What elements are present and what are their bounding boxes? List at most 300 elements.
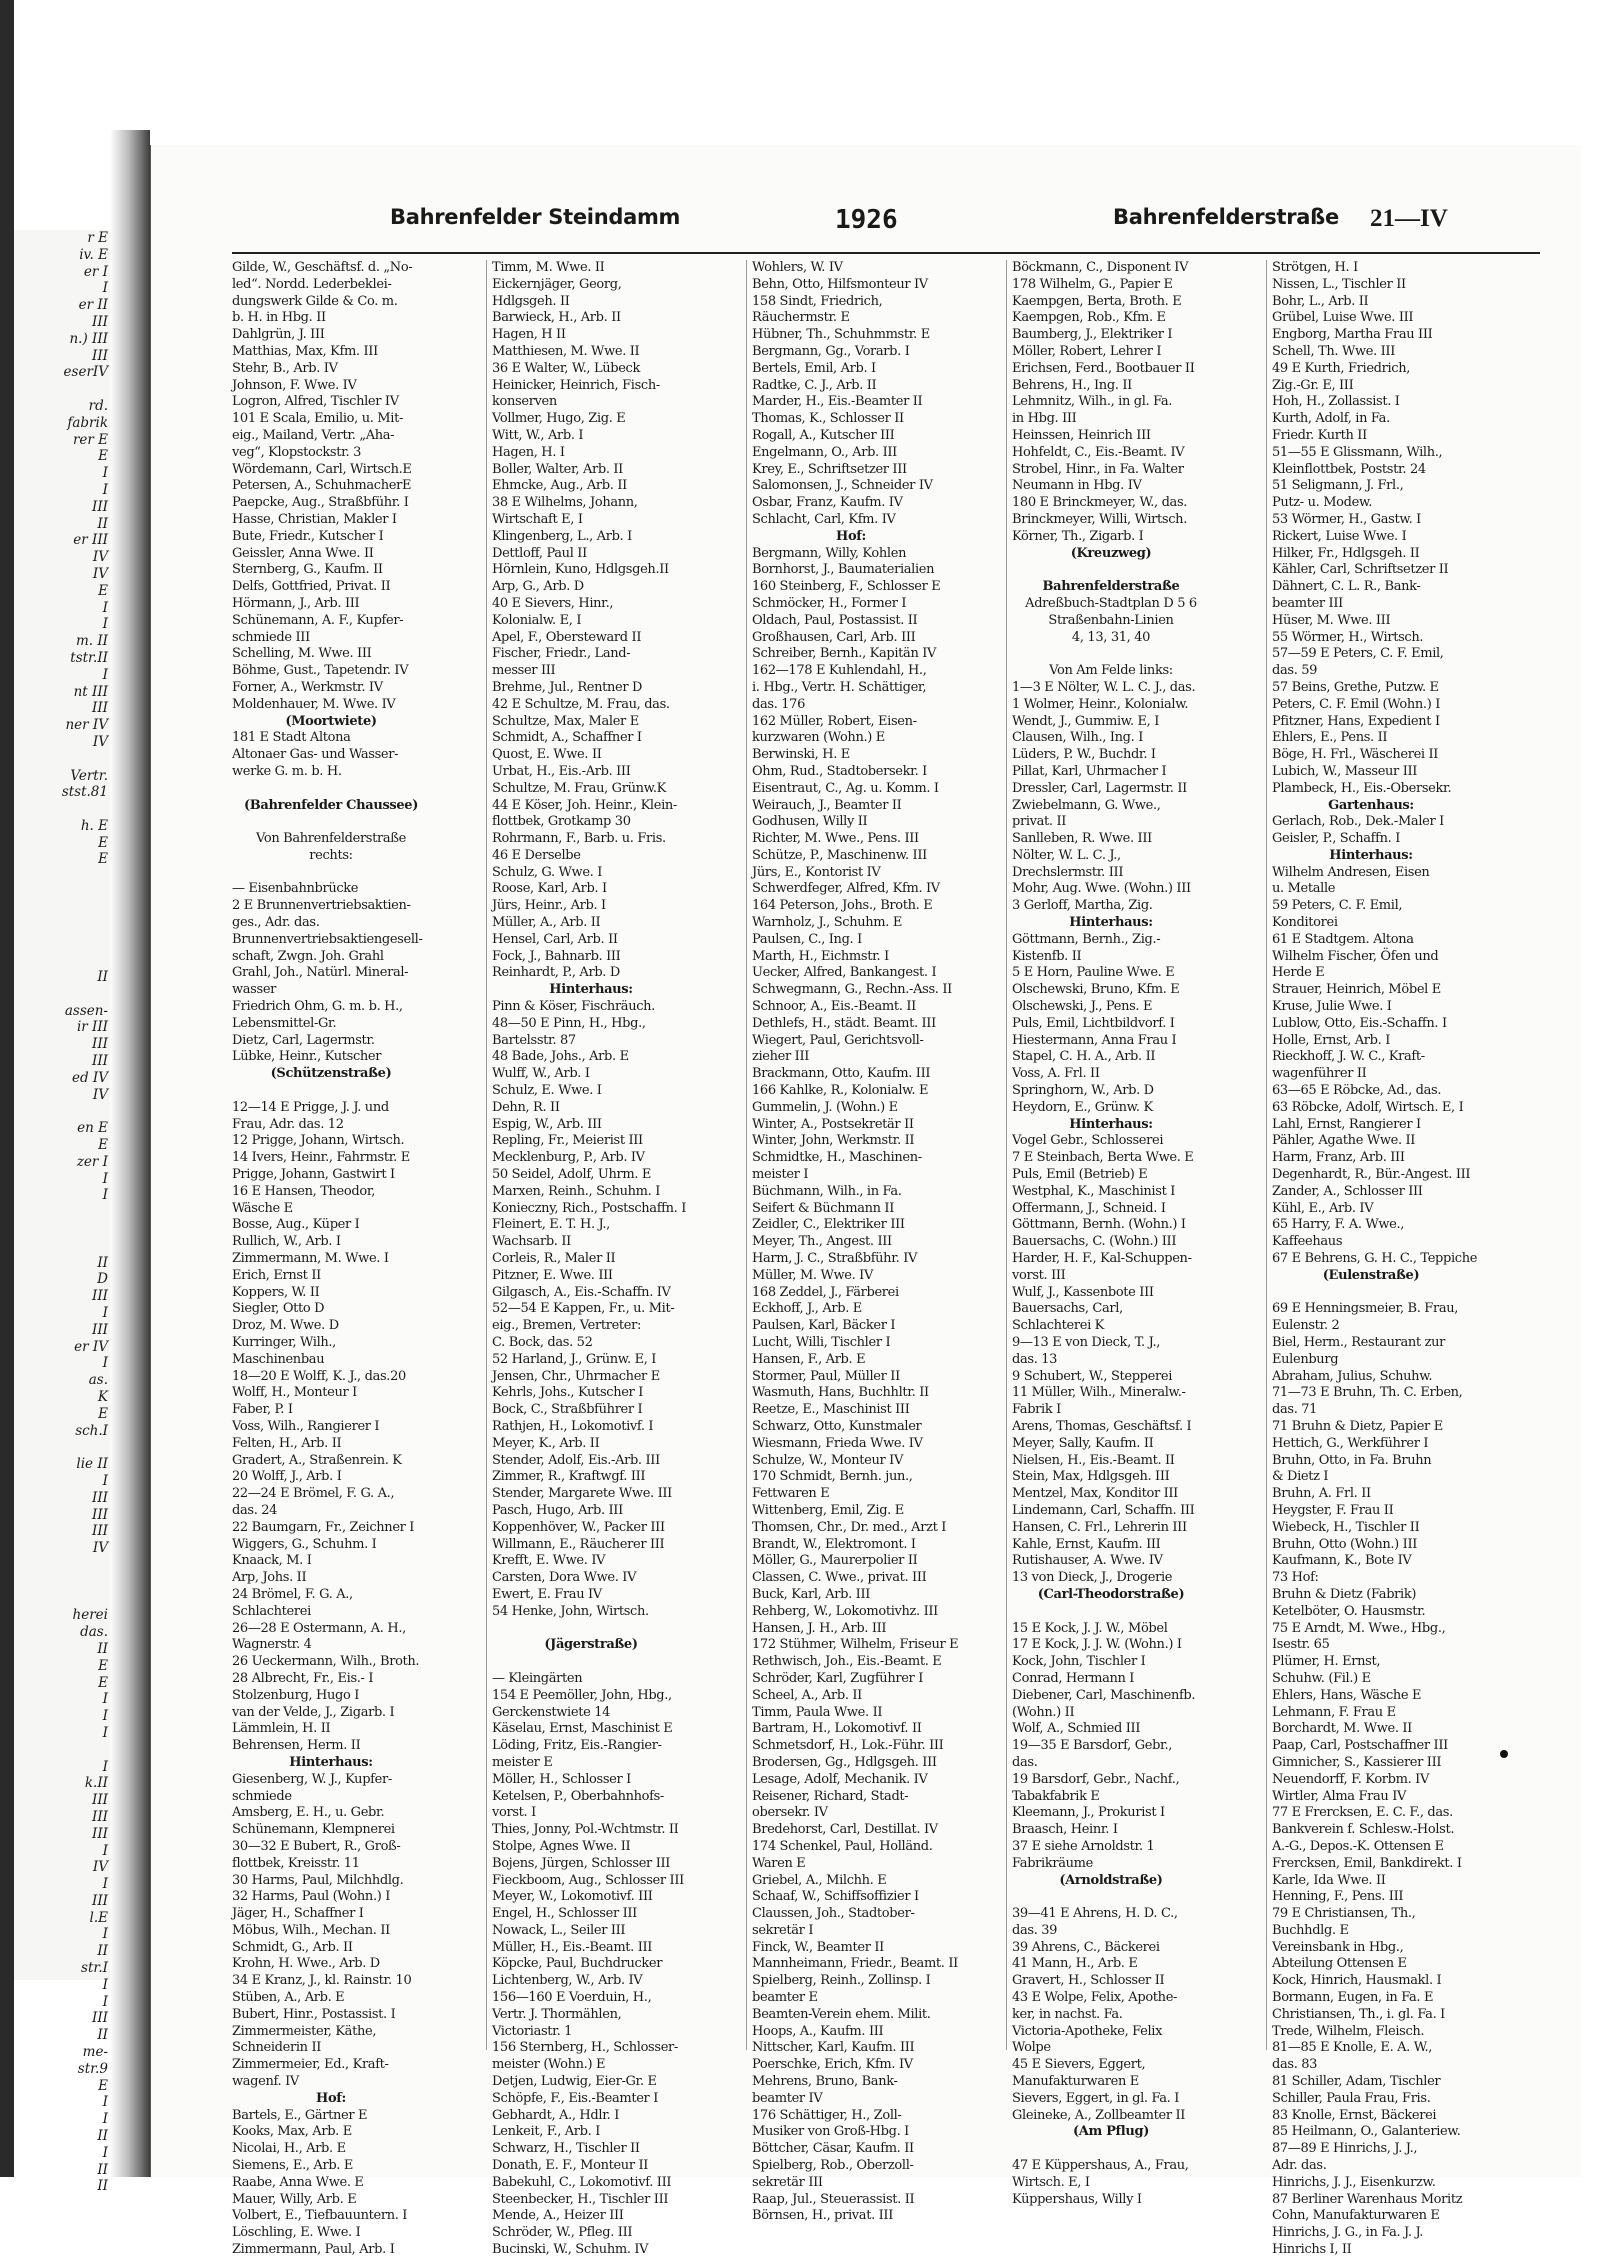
directory-entry: Wirtsch. E, I	[1012, 2174, 1090, 2190]
directory-entry: Kock, Hinrich, Hausmakl. I	[1272, 1973, 1442, 1989]
directory-entry: Nittscher, Karl, Kaufm. III	[752, 2040, 915, 2056]
directory-entry: Oldach, Paul, Postassist. II	[752, 612, 918, 628]
directory-entry: 51 Seligmann, J. Frl.,	[1272, 478, 1404, 494]
directory-entry: Bankverein f. Schlesw.-Holst.	[1272, 1822, 1455, 1838]
margin-fragment: k.II	[84, 1775, 108, 1792]
margin-fragment	[14, 1221, 110, 1238]
margin-fragment: E	[98, 1137, 108, 1154]
directory-entry: Zimmer, R., Kraftwgf. III	[492, 1469, 646, 1485]
column-1	[232, 260, 430, 2258]
directory-entry: 24 Brömel, F. G. A.,	[232, 1586, 353, 1602]
directory-entry: Mecklenburg, P., Arb. IV	[492, 1150, 645, 1166]
directory-entry: Kähler, Carl, Schriftsetzer II	[1272, 562, 1449, 578]
directory-entry: 181 E Stadt Altona	[232, 730, 351, 746]
directory-entry: privat. II	[1012, 814, 1067, 830]
directory-entry: Meyer, K., Arb. II	[492, 1435, 600, 1451]
directory-entry: Borchardt, M. Wwe. II	[1272, 1721, 1412, 1737]
directory-entry: Fieckboom, Aug., Schlosser III	[492, 1872, 684, 1888]
directory-entry: Wohlers, W. IV	[752, 260, 843, 275]
directory-entry: Schwarz, H., Tischler II	[492, 2141, 640, 2157]
directory-entry: eig., Bremen, Vertreter:	[492, 1318, 642, 1334]
margin-fragment: eserIV	[63, 364, 108, 381]
directory-entry: Wolf, A., Schmied III	[1012, 1721, 1141, 1737]
directory-entry: Lübke, Heinr., Kutscher	[232, 1049, 382, 1065]
directory-entry: flottbek, Grotkamp 30	[492, 814, 631, 830]
section-heading: Hinterhaus:	[289, 1754, 373, 1770]
directory-entry: Logron, Alfred, Tischler IV	[232, 394, 399, 410]
section-heading: (Am Pflug)	[1072, 2124, 1150, 2140]
directory-entry: Schmidt, G., Arb. II	[232, 1939, 353, 1955]
directory-entry: Ohm, Rud., Stadtobersekr. I	[752, 763, 927, 779]
directory-entry: Kühl, E., Arb. IV	[1272, 1200, 1374, 1216]
margin-fragment	[14, 902, 110, 919]
directory-entry: 46 E Derselbe	[492, 847, 581, 863]
directory-entry: Marder, H., Eis.-Beamter II	[752, 394, 923, 410]
margin-fragment: III	[92, 1288, 108, 1305]
directory-entry: Schwegmann, G., Rechn.-Ass. II	[752, 982, 952, 998]
directory-entry: Degenhardt, R., Bür.-Angest. III	[1272, 1167, 1471, 1183]
directory-entry: das. 59	[1272, 663, 1318, 679]
directory-entry: Pasch, Hugo, Arb. III	[492, 1502, 623, 1518]
directory-entry: Möller, G., Maurerpolier II	[752, 1553, 918, 1569]
directory-entry: Lehmann, F. Frau E	[1272, 1704, 1396, 1720]
directory-entry: Petersen, A., SchuhmacherE	[232, 478, 412, 494]
directory-entry: vorst. I	[492, 1805, 536, 1821]
directory-entry: 75 E Arndt, M. Wwe., Hbg.,	[1272, 1620, 1446, 1636]
directory-entry: Puls, Emil (Betrieb) E	[1012, 1167, 1148, 1183]
directory-entry: 9 Schubert, W., Stepperei	[1012, 1368, 1173, 1384]
directory-entry: 63 Röbcke, Adolf, Wirtsch. E, I	[1272, 1099, 1464, 1115]
directory-entry: Eulenstr. 2	[1272, 1318, 1340, 1334]
directory-entry: Putz- u. Modew.	[1272, 495, 1372, 511]
directory-entry: Arp, G., Arb. D	[492, 579, 584, 595]
directory-entry: Rathjen, H., Lokomotivf. I	[492, 1418, 654, 1434]
margin-fragment: IV	[92, 1086, 108, 1103]
directory-entry: 63—65 E Röbcke, Ad., das.	[1272, 1083, 1442, 1099]
directory-entry: Ewert, E. Frau IV	[492, 1586, 602, 1602]
directory-entry: 101 E Scala, Emilio, u. Mit-	[232, 411, 403, 427]
margin-fragment: I	[102, 1842, 108, 1859]
directory-entry: Lindemann, Carl, Schaffn. III	[1012, 1502, 1195, 1518]
directory-entry: Gravert, H., Schlosser II	[1012, 1973, 1165, 1989]
directory-entry: Boller, Walter, Arb. II	[492, 461, 623, 477]
directory-entry: Reisener, Richard, Stadt-	[752, 1788, 909, 1804]
directory-entry: Paulsen, Karl, Bäcker I	[752, 1318, 896, 1334]
margin-fragment	[14, 1204, 110, 1221]
margin-fragment: III	[92, 1321, 108, 1338]
directory-entry: Möller, Robert, Lehrer I	[1012, 343, 1162, 359]
directory-entry: Behrensen, Herm. II	[232, 1738, 361, 1754]
directory-entry: flottbek, Kreisstr. 11	[232, 1855, 360, 1871]
directory-entry: Möller, H., Schlosser I	[492, 1771, 631, 1787]
directory-entry: Victoriastr. 1	[492, 2023, 573, 2039]
directory-entry: 12—14 E Prigge, J. J. und	[232, 1099, 389, 1115]
directory-entry: Adr. das.	[1272, 2158, 1327, 2174]
directory-entry: Puls, Emil, Lichtbildvorf. I	[1012, 1015, 1175, 1031]
directory-entry: Kahle, Ernst, Kaufm. III	[1012, 1536, 1161, 1552]
directory-entry: C. Bock, das. 52	[492, 1335, 593, 1350]
directory-entry: 180 E Brinckmeyer, W., das.	[1012, 495, 1188, 511]
directory-entry: Schreiber, Bernh., Kapitän IV	[752, 646, 937, 662]
directory-entry: Mohr, Aug. Wwe. (Wohn.) III	[1012, 881, 1191, 897]
directory-entry: Vollmer, Hugo, Zig. E	[492, 411, 626, 427]
directory-entry: Johnson, F. Wwe. IV	[232, 377, 357, 393]
margin-fragment: herei	[72, 1607, 108, 1624]
directory-entry: in Hbg. III	[1012, 411, 1077, 427]
directory-entry: Abteilung Ottensen E	[1272, 1956, 1407, 1972]
section-heading: Hinterhaus:	[1329, 847, 1413, 863]
directory-entry: Felten, H., Arb. II	[232, 1435, 342, 1451]
directory-entry: Gerlach, Rob., Dek.-Maler I	[1272, 814, 1444, 830]
margin-fragment: IV	[92, 1859, 108, 1876]
directory-entry: Schnoor, A., Eis.-Beamt. II	[752, 999, 916, 1015]
directory-entry: 1 Wolmer, Heinr., Kolonialw.	[1012, 696, 1189, 712]
directory-entry: Hagen, H. I	[492, 444, 565, 460]
directory-entry: Strobel, Hinr., in Fa. Walter	[1012, 461, 1184, 477]
directory-entry: 42 E Schultze, M. Frau, das.	[492, 696, 670, 712]
directory-entry: Bohr, L., Arb. II	[1272, 293, 1369, 309]
margin-fragment: as.	[88, 1372, 108, 1389]
directory-entry: Reetze, E., Maschinist III	[752, 1402, 910, 1418]
margin-fragment: nt III	[73, 683, 108, 700]
directory-entry: Bornhorst, J., Baumaterialien	[752, 562, 935, 578]
directory-entry: 166 Kahlke, R., Kolonialw. E	[752, 1083, 929, 1099]
directory-entry: 71—73 E Bruhn, Th. C. Erben,	[1272, 1385, 1463, 1401]
directory-entry: Timm, Paula Wwe. II	[752, 1704, 883, 1720]
directory-entry: Möbus, Wilh., Mechan. II	[232, 1922, 390, 1938]
directory-entry: Vereinsbank in Hbg.,	[1272, 1939, 1404, 1955]
section-heading: Hinterhaus:	[549, 982, 633, 998]
directory-entry: Quost, E. Wwe. II	[492, 747, 602, 763]
directory-entry: Moldenhauer, M. Wwe. IV	[232, 696, 396, 712]
section-heading: (Schützenstraße)	[270, 1066, 392, 1082]
directory-entry: schmiede III	[232, 629, 310, 645]
directory-entry: Tabakfabrik E	[1012, 1788, 1100, 1804]
margin-fragment: Vertr.	[70, 767, 108, 784]
directory-entry: 52 Harland, J., Grünw. E, I	[492, 1351, 657, 1367]
directory-entry: Peters, C. F. Emil (Wohn.) I	[1272, 696, 1440, 712]
directory-entry: Großhausen, Carl, Arb. III	[752, 629, 916, 645]
directory-entry: 49 E Kurth, Friedrich,	[1272, 360, 1411, 376]
directory-entry: werke G. m. b. H.	[232, 763, 342, 779]
directory-entry: Löschling, E. Wwe. I	[232, 2225, 361, 2241]
directory-entry: 20 Wolff, J., Arb. I	[232, 1469, 342, 1485]
margin-fragment: E	[98, 1405, 108, 1422]
header-right-street: Bahrenfelderstraße	[1113, 205, 1339, 229]
directory-entry: Bergmann, Willy, Kohlen	[752, 545, 907, 561]
directory-entry: Gilde, W., Geschäftsf. d. „No-	[232, 260, 413, 275]
directory-entry: 154 E Peemöller, John, Hbg.,	[492, 1687, 672, 1703]
directory-entry: 162—178 E Kuhlendahl, H.,	[752, 663, 927, 679]
margin-fragment: I	[102, 465, 108, 482]
directory-entry: Poerschke, Erich, Kfm. IV	[752, 2057, 913, 2073]
directory-entry: Zig.-Gr. E, III	[1272, 377, 1354, 393]
directory-entry: 3 Gerloff, Martha, Zig.	[1012, 898, 1153, 914]
margin-fragment	[14, 868, 110, 885]
directory-entry: Altonaer Gas- und Wasser-	[232, 747, 399, 763]
directory-entry: 39 Ahrens, C., Bäckerei	[1012, 1939, 1160, 1955]
directory-entry: Kurringer, Wilh.,	[232, 1335, 336, 1350]
section-heading: (Arnoldstraße)	[1059, 1872, 1163, 1888]
margin-fragment: III	[92, 1825, 108, 1842]
directory-entry: Ehmcke, Aug., Arb. II	[492, 478, 627, 494]
directory-entry: Stender, Adolf, Eis.-Arb. III	[492, 1452, 660, 1468]
directory-entry: Finck, W., Beamter II	[752, 1939, 884, 1955]
directory-entry: Weirauch, J., Beamter II	[752, 797, 902, 813]
directory-entry: dungswerk Gilde & Co. m.	[232, 293, 398, 309]
directory-entry: Winter, John, Werkmstr. II	[752, 1133, 915, 1149]
margin-fragment: sch.I	[75, 1422, 108, 1439]
directory-entry: Raap, Jul., Steuerassist. II	[752, 2191, 915, 2207]
section-heading: Bahrenfelderstraße	[1042, 579, 1180, 595]
margin-fragment: I	[102, 1876, 108, 1893]
directory-entry: 37 E siehe Arnoldstr. 1	[1012, 1838, 1155, 1854]
directory-entry: Hansen, F., Arb. E	[752, 1351, 866, 1367]
section-heading: Straßenbahn-Linien	[1048, 612, 1174, 628]
directory-entry: Matthiesen, M. Wwe. II	[492, 343, 640, 359]
margin-fragment: me-	[82, 2044, 108, 2061]
directory-entry: 5 E Horn, Pauline Wwe. E	[1012, 965, 1175, 981]
directory-entry: Hinrichs, J. J., Eisenkurzw.	[1272, 2174, 1436, 2190]
directory-entry: Böhme, Gust., Tapetendr. IV	[232, 663, 409, 679]
directory-entry: Koppenhöver, W., Packer III	[492, 1519, 665, 1535]
directory-entry: Zimmermann, Paul, Arb. I	[232, 2242, 395, 2258]
margin-fragment	[14, 751, 110, 768]
margin-fragment: er III	[73, 532, 108, 549]
directory-entry: Schiller, Paula Frau, Fris.	[1272, 2090, 1431, 2106]
directory-entry: konserven	[492, 394, 557, 410]
margin-fragment: h. E	[80, 817, 108, 834]
directory-entry: Radtke, C. J., Arb. II	[752, 377, 877, 393]
margin-fragment: assen-	[64, 1002, 108, 1019]
directory-entry	[1012, 1889, 1210, 1906]
directory-entry: Schlachterei	[232, 1603, 311, 1619]
directory-entry: Nicolai, H., Arb. E	[232, 2141, 346, 2157]
directory-entry: Mehrens, Bruno, Bank-	[752, 2074, 898, 2090]
directory-entry: Voss, Wilh., Rangierer I	[232, 1418, 380, 1434]
directory-entry: Ehlers, E., Pens. II	[1272, 730, 1388, 746]
directory-entry: Gilgasch, A., Eis.-Schaffn. IV	[492, 1284, 671, 1300]
directory-entry: Gradert, A., Straßenrein. K	[232, 1452, 402, 1468]
directory-entry: Seifert & Büchmann II	[752, 1200, 894, 1216]
directory-entry: Thomsen, Chr., Dr. med., Arzt I	[752, 1519, 947, 1535]
section-heading: Hinterhaus:	[1069, 915, 1153, 931]
directory-entry: Geissler, Anna Wwe. II	[232, 545, 374, 561]
margin-fragment: I	[102, 2111, 108, 2128]
directory-entry: Donath, E. F., Monteur II	[492, 2158, 649, 2174]
margin-fragment: str.9	[77, 2060, 108, 2077]
directory-entry: 26—28 E Ostermann, A. H.,	[232, 1620, 406, 1636]
directory-entry: Fabrik I	[1012, 1402, 1061, 1418]
directory-entry: 44 E Köser, Joh. Heinr., Klein-	[492, 797, 677, 813]
directory-entry: 19 Barsdorf, Gebr., Nachf.,	[1012, 1771, 1180, 1787]
directory-entry: 9—13 E von Dieck, T. J.,	[1012, 1335, 1161, 1350]
directory-entry: 55 Wörmer, H., Wirtsch.	[1272, 629, 1424, 645]
margin-fragment: ir III	[76, 1019, 108, 1036]
directory-entry: Lüders, P. W., Buchdr. I	[1012, 747, 1156, 763]
directory-entry: meister I	[752, 1167, 809, 1183]
directory-entry: 47 E Küppershaus, A., Frau,	[1012, 2158, 1189, 2174]
directory-entry: 13 von Dieck, J., Drogerie	[1012, 1570, 1173, 1586]
margin-fragment: ed IV	[71, 1069, 108, 1086]
directory-entry: 41 Mann, H., Arb. E	[1012, 1956, 1138, 1972]
directory-entry: Gimnicher, S., Kassierer III	[1272, 1754, 1442, 1770]
directory-entry: 40 E Sievers, Hinr.,	[492, 595, 614, 611]
directory-entry: 48—50 E Pinn, H., Hbg.,	[492, 1015, 646, 1031]
directory-entry: obersekr. IV	[752, 1805, 828, 1821]
directory-entry: 12 Prigge, Johann, Wirtsch.	[232, 1133, 405, 1149]
directory-entry: Engborg, Martha Frau III	[1272, 327, 1433, 343]
directory-entry: Jürs, Heinr., Arb. I	[492, 898, 606, 914]
margin-fragment	[14, 1742, 110, 1759]
directory-entry: Hoh, H., Zollassist. I	[1272, 394, 1400, 410]
directory-entry: Rethwisch, Joh., Eis.-Beamt. E	[752, 1654, 942, 1670]
margin-fragment: IV	[92, 733, 108, 750]
directory-entry: Wördemann, Carl, Wirtsch.E	[232, 461, 412, 477]
column-divider	[486, 260, 487, 2050]
directory-entry: Mentzel, Max, Konditor III	[1012, 1486, 1178, 1502]
directory-entry: Bute, Friedr., Kutscher I	[232, 528, 384, 544]
directory-entry: Bredehorst, Carl, Destillat. IV	[752, 1822, 938, 1838]
directory-entry: Wirtler, Alma Frau IV	[1272, 1788, 1407, 1804]
margin-fragment: III	[92, 1523, 108, 1540]
directory-entry: Bormann, Eugen, in Fa. E	[1272, 1990, 1434, 2006]
directory-entry: Hiestermann, Anna Frau I	[1012, 1032, 1177, 1048]
directory-entry: Räuchermstr. E	[752, 310, 850, 326]
directory-entry: Rieckhoff, J. W. C., Kraft-	[1272, 1049, 1425, 1065]
header-year: 1926	[835, 205, 898, 235]
directory-entry: Paap, Carl, Postschaffner III	[1272, 1738, 1448, 1754]
margin-fragment	[14, 381, 110, 398]
directory-entry: Grahl, Joh., Natürl. Mineral-	[232, 965, 409, 981]
directory-entry: Bergmann, Gg., Vorarb. I	[752, 343, 910, 359]
directory-entry: — Eisenbahnbrücke	[232, 881, 359, 897]
directory-entry: Kleemann, J., Prokurist I	[1012, 1805, 1165, 1821]
directory-entry: Clausen, Wilh., Ing. I	[1012, 730, 1143, 746]
directory-entry: Berwinski, H. E	[752, 747, 850, 763]
margin-fragment: III	[92, 1792, 108, 1809]
directory-entry: Heygster, F. Frau II	[1272, 1502, 1394, 1518]
margin-fragment: E	[98, 1657, 108, 1674]
directory-entry: Vertr. J. Thormählen,	[492, 2006, 622, 2022]
directory-entry: 73 Hof:	[1272, 1570, 1319, 1586]
directory-entry: Strötgen, H. I	[1272, 260, 1358, 275]
directory-entry: Neuendorff, F. Korbm. IV	[1272, 1771, 1429, 1787]
directory-entry: ges., Adr. das.	[232, 915, 320, 931]
directory-entry: Meyer, Sally, Kaufm. II	[1012, 1435, 1154, 1451]
directory-entry: Conrad, Hermann I	[1012, 1670, 1135, 1686]
section-heading: (Moortwiete)	[285, 713, 377, 729]
column-2	[492, 260, 690, 2258]
directory-entry: Siemens, E., Arb. E	[232, 2158, 354, 2174]
directory-entry: Kock, John, Tischler I	[1012, 1654, 1146, 1670]
directory-entry: 81 Schiller, Adam, Tischler	[1272, 2074, 1441, 2090]
directory-entry: Schwarz, Otto, Kunstmaler	[752, 1418, 922, 1434]
directory-entry: 87 Berliner Warenhaus Moritz	[1272, 2191, 1463, 2207]
directory-entry: Göttmann, Bernh. (Wohn.) I	[1012, 1217, 1186, 1233]
directory-entry: Wiegert, Paul, Gerichtsvoll-	[752, 1032, 924, 1048]
directory-entry: Richter, M. Wwe., Pens. III	[752, 831, 919, 847]
section-heading: (Eulenstraße)	[1322, 1267, 1420, 1283]
directory-entry: Ketelböter, O. Hausmstr.	[1272, 1603, 1426, 1619]
directory-entry: Stender, Margarete Wwe. III	[492, 1486, 672, 1502]
section-heading: (Carl-Theodorstraße)	[1037, 1586, 1185, 1602]
directory-entry: Osbar, Franz, Kaufm. IV	[752, 495, 903, 511]
directory-entry: Reinhardt, P., Arb. D	[492, 965, 620, 981]
directory-entry: das. 39	[1012, 1922, 1058, 1938]
directory-entry: Prigge, Johann, Gastwirt I	[232, 1167, 395, 1183]
directory-entry: Schuhw. (Fil.) E	[1272, 1670, 1371, 1686]
directory-entry: Uecker, Alfred, Bankangest. I	[752, 965, 937, 981]
directory-entry: 85 Heilmann, O., Galanteriew.	[1272, 2124, 1461, 2140]
directory-entry: Schell, Th. Wwe. III	[1272, 343, 1395, 359]
directory-entry: Bosse, Aug., Küper I	[232, 1217, 360, 1233]
margin-fragment: r E	[87, 230, 108, 246]
directory-entry: Bock, C., Straßbführer I	[492, 1402, 643, 1418]
directory-entry: eig., Mailand, Vertr. „Aha-	[232, 427, 395, 443]
directory-entry: u. Metalle	[1272, 881, 1336, 897]
margin-fragment: IV	[92, 565, 108, 582]
directory-entry: das. 24	[232, 1502, 278, 1518]
directory-entry: Bauersachs, C. (Wohn.) III	[1012, 1234, 1177, 1250]
directory-entry: Lichtenberg, W., Arb. IV	[492, 1973, 643, 1989]
directory-entry: Kaufmann, K., Bote IV	[1272, 1553, 1412, 1569]
directory-entry	[492, 1654, 690, 1671]
margin-fragment: II	[97, 2128, 108, 2145]
directory-entry: Detjen, Ludwig, Eier-Gr. E	[492, 2074, 657, 2090]
directory-entry: 36 E Walter, W., Lübeck	[492, 360, 641, 376]
column-5	[1272, 260, 1478, 2258]
directory-entry: Kurth, Adolf, in Fa.	[1272, 411, 1390, 427]
directory-entry: Scheel, A., Arb. II	[752, 1687, 862, 1703]
margin-fragment: rd.	[88, 397, 108, 414]
directory-entry: Kehrls, Johs., Kutscher I	[492, 1385, 643, 1401]
directory-entry: Barwieck, H., Arb. II	[492, 310, 621, 326]
section-heading: Hinterhaus:	[1069, 1116, 1153, 1132]
directory-entry: Fleinert, E. T. H. J.,	[492, 1217, 610, 1233]
directory-entry: Klingenberg, L., Arb. I	[492, 528, 632, 544]
directory-entry: Holle, Ernst, Arb. I	[1272, 1032, 1390, 1048]
section-heading: Hof:	[316, 2090, 346, 2106]
margin-fragment: I	[102, 1305, 108, 1321]
directory-entry: Strauer, Heinrich, Möbel E	[1272, 982, 1441, 998]
directory-entry: Stormer, Paul, Müller II	[752, 1368, 900, 1384]
directory-entry: Isestr. 65	[1272, 1637, 1330, 1653]
directory-entry: Zander, A., Schlosser III	[1272, 1183, 1423, 1199]
directory-entry: Hasse, Christian, Makler I	[232, 511, 397, 527]
directory-entry: Wiesmann, Frieda Wwe. IV	[752, 1435, 923, 1451]
directory-entry: Marth, H., Eichmstr. I	[752, 948, 889, 964]
directory-entry: Paulsen, C., Ing. I	[752, 931, 862, 947]
directory-entry: Sievers, Eggert, in gl. Fa. I	[1012, 2090, 1180, 2106]
directory-entry: Behn, Otto, Hilfsmonteur IV	[752, 276, 928, 292]
directory-entry: Winter, A., Postsekretär II	[752, 1116, 914, 1132]
directory-entry: Böckmann, C., Disponent IV	[1012, 260, 1189, 275]
directory-entry: das. 83	[1272, 2057, 1318, 2073]
directory-entry: Siegler, Otto D	[232, 1301, 325, 1317]
directory-entry: Dressler, Carl, Lagermstr. II	[1012, 780, 1187, 796]
directory-entry: Brunnenvertriebsaktiengesell-	[232, 931, 423, 947]
directory-entry: 18—20 E Wolff, K. J., das.20	[232, 1368, 406, 1384]
directory-entry: Meyer, W., Lokomotivf. III	[492, 1889, 653, 1905]
directory-entry: Bartels, E., Gärtner E	[232, 2107, 368, 2123]
margin-fragment: III	[92, 2010, 108, 2027]
directory-entry: Erich, Ernst II	[232, 1267, 321, 1283]
directory-entry: Kaempgen, Berta, Broth. E	[1012, 293, 1182, 309]
directory-entry: Schröder, Karl, Zugführer I	[752, 1670, 923, 1686]
directory-entry: 43 E Wolpe, Felix, Apothe-	[1012, 1990, 1178, 2006]
directory-entry: wagenf. IV	[232, 2074, 299, 2090]
